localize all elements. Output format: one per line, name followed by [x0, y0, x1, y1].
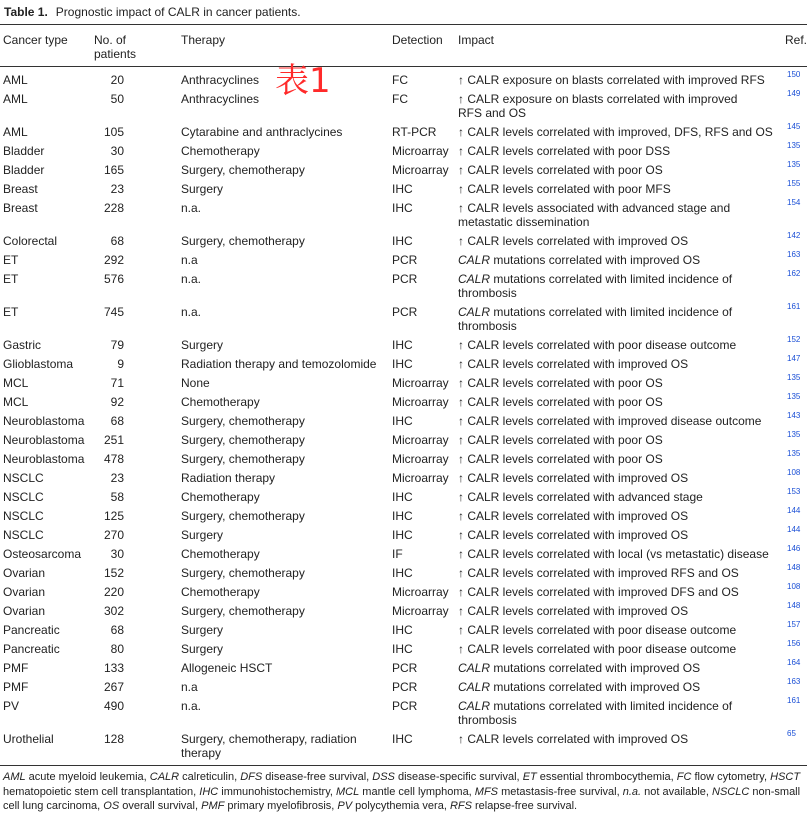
cell-impact-text: ↑ CALR levels correlated with poor DSS [458, 144, 671, 158]
cell-therapy: Chemotherapy [181, 490, 260, 504]
cell-impact-text: ↑ CALR levels correlated with improved OS [458, 509, 689, 523]
cell-cancer-type: Glioblastoma [3, 357, 74, 371]
cell-patients: 745 [103, 305, 124, 319]
cell-cancer-type: Pancreatic [3, 642, 60, 656]
cell-ref-link[interactable]: 162 [787, 269, 801, 278]
table-footnote [3, 770, 803, 814]
cell-detection: IF [392, 547, 403, 561]
cell-therapy: Surgery [181, 182, 224, 196]
footnote-abbreviation: NSCLC [712, 785, 750, 798]
cell-ref-link[interactable]: 135 [787, 449, 801, 458]
cell-cancer-type: Breast [3, 182, 38, 196]
cell-impact-text: ↑ CALR levels correlated with improved, DFS, RFS and OS [458, 125, 773, 139]
cell-therapy: Surgery [181, 642, 224, 656]
footnote-definition: primary myelofibrosis, [224, 800, 338, 812]
bottom-rule [0, 765, 807, 766]
cell-impact-line2: RFS and OS [458, 106, 527, 120]
cell-detection: IHC [392, 357, 413, 371]
cell-impact [458, 471, 688, 485]
cell-impact-text: mutations correlated with limited incidence of [490, 699, 733, 713]
cell-impact [458, 253, 700, 267]
cell-impact-text: mutations correlated with improved OS [490, 253, 701, 267]
cell-impact-text: ↑ CALR levels correlated with improved OS [458, 234, 689, 248]
cell-patients: 68 [110, 234, 124, 248]
cell-impact [458, 357, 688, 371]
cell-patients: 50 [110, 92, 124, 106]
cell-impact [458, 376, 663, 390]
cell-impact [458, 125, 773, 139]
cell-patients: 490 [103, 699, 124, 713]
cell-impact [458, 452, 663, 466]
cell-cancer-type: AML [3, 92, 28, 106]
footnote-abbreviation: DFS [240, 771, 263, 783]
cell-therapy: Radiation therapy and temozolomide [181, 357, 377, 371]
cell-ref-link[interactable]: 135 [787, 160, 801, 169]
cell-ref-link[interactable]: 146 [787, 544, 801, 553]
cell-cancer-type: Breast [3, 201, 38, 215]
cell-cancer-type: ET [3, 253, 19, 267]
cell-therapy: Chemotherapy [181, 585, 260, 599]
cell-cancer-type: NSCLC [3, 471, 44, 485]
cell-impact [458, 509, 688, 523]
footnote-abbreviation: RFS [449, 800, 472, 812]
cell-impact [458, 414, 761, 428]
cell-ref-link[interactable]: 142 [787, 231, 801, 240]
cell-cancer-type: Gastric [3, 338, 42, 352]
cell-impact-text: ↑ CALR levels correlated with improved OS [458, 471, 689, 485]
cell-impact [458, 182, 671, 196]
footnote-definition: mantle cell lymphoma, [359, 785, 475, 798]
footnote-definition: flow cytometry, [691, 771, 771, 783]
cell-detection: FC [392, 92, 408, 106]
cell-impact [458, 604, 688, 618]
cell-detection: Microarray [392, 163, 449, 177]
cell-impact-text: ↑ CALR exposure on blasts correlated with improved RFS [458, 73, 765, 87]
cell-detection: Microarray [392, 452, 449, 466]
cell-therapy: Chemotherapy [181, 547, 260, 561]
cell-therapy: Surgery, chemotherapy [181, 452, 305, 466]
cell-cancer-type: Osteosarcoma [3, 547, 82, 561]
cell-impact-line2: thrombosis [458, 286, 517, 300]
cell-impact-text: ↑ CALR levels correlated with poor OS [458, 433, 663, 447]
cell-ref-link[interactable]: 161 [787, 696, 801, 705]
cell-impact-text: ↑ CALR levels correlated with advanced stage [458, 490, 703, 504]
cell-therapy: None [181, 376, 210, 390]
cell-patients: 302 [103, 604, 124, 618]
cell-ref-link[interactable]: 153 [787, 487, 801, 496]
cell-therapy: Radiation therapy [181, 471, 276, 485]
footnote-definition: overall survival, [119, 800, 202, 812]
cell-therapy: Surgery [181, 528, 224, 542]
cell-detection: IHC [392, 201, 413, 215]
cell-therapy: n.a. [181, 699, 202, 713]
table-caption [4, 5, 301, 19]
footnote-abbreviation: OS [103, 800, 120, 812]
cell-patients: 68 [110, 623, 124, 637]
footnote-abbreviation: AML [3, 771, 26, 783]
cell-ref-link[interactable]: 108 [787, 582, 801, 591]
cell-patients: 92 [110, 395, 124, 409]
cell-patients: 165 [103, 163, 124, 177]
top-rule [0, 24, 807, 25]
footnote-definition: disease-specific survival, [394, 771, 523, 783]
cell-therapy: Surgery [181, 338, 224, 352]
cell-impact-text: mutations correlated with limited incidence of [490, 272, 733, 286]
cell-therapy: n.a. [181, 201, 202, 215]
footnote-abbreviation: PMF [201, 800, 225, 812]
footnote-abbreviation: FC [676, 771, 692, 783]
header-impact: Impact [458, 33, 495, 47]
cell-patients: 20 [110, 73, 124, 87]
cell-impact [458, 623, 736, 637]
cell-patients: 220 [103, 585, 124, 599]
cell-impact-text: ↑ CALR levels correlated with poor OS [458, 452, 663, 466]
cell-cancer-type: ET [3, 305, 19, 319]
cell-therapy: Anthracyclines [181, 92, 260, 106]
cell-therapy: n.a [181, 680, 198, 694]
cell-impact-text: ↑ CALR levels correlated with improved DFS and OS [458, 585, 739, 599]
footnote-definition: relapse-free survival. [471, 800, 578, 812]
cell-patients: 58 [110, 490, 124, 504]
cell-patients: 80 [110, 642, 124, 656]
cell-detection: IHC [392, 234, 413, 248]
cell-ref-link[interactable]: 135 [787, 392, 801, 401]
cell-impact-text: mutations correlated with improved OS [490, 680, 701, 694]
cell-cancer-type: MCL [3, 395, 29, 409]
cell-impact [458, 699, 732, 713]
cell-ref-link[interactable]: 147 [787, 354, 801, 363]
cell-therapy: n.a [181, 253, 198, 267]
cell-detection: Microarray [392, 144, 449, 158]
cell-detection: PCR [392, 253, 418, 267]
cell-impact-text: ↑ CALR levels correlated with poor OS [458, 376, 663, 390]
footnote-abbreviation: MCL [336, 785, 360, 798]
cell-ref-link[interactable]: 163 [787, 250, 801, 259]
cell-cancer-type: AML [3, 73, 28, 87]
cell-ref-link[interactable]: 65 [787, 729, 796, 738]
cell-detection: PCR [392, 680, 418, 694]
cell-impact [458, 338, 736, 352]
cell-cancer-type: Ovarian [3, 604, 46, 618]
cell-detection: PCR [392, 305, 418, 319]
cell-cancer-type: PMF [3, 661, 29, 675]
cell-detection: Microarray [392, 471, 449, 485]
cell-detection: PCR [392, 699, 418, 713]
cell-detection: Microarray [392, 604, 449, 618]
cell-ref-link[interactable]: 135 [787, 373, 801, 382]
cell-therapy: Surgery, chemotherapy, radiation [181, 732, 357, 746]
header-detection: Detection [392, 33, 443, 47]
cell-ref-link[interactable]: 163 [787, 677, 801, 686]
cell-therapy: Surgery, chemotherapy [181, 414, 305, 428]
cell-ref-link[interactable]: 154 [787, 198, 801, 207]
cell-patients: 228 [103, 201, 124, 215]
cell-impact-text: ↑ CALR levels correlated with improved OS [458, 357, 689, 371]
cell-impact-text: ↑ CALR levels correlated with poor MFS [458, 182, 671, 196]
cell-impact [458, 732, 688, 746]
cell-cancer-type: ET [3, 272, 19, 286]
cell-therapy: n.a. [181, 272, 202, 286]
cell-ref-link[interactable]: 144 [787, 525, 801, 534]
cell-ref-link[interactable]: 150 [787, 70, 801, 79]
footnote-abbreviation: MFS [474, 785, 499, 798]
cell-patients: 105 [103, 125, 124, 139]
header-cancer-type: Cancer type [3, 33, 68, 47]
cell-impact-gene: CALR [458, 253, 491, 267]
cell-detection: IHC [392, 414, 413, 428]
cell-impact-gene: CALR [458, 699, 491, 713]
footnote-abbreviation: IHC [199, 785, 219, 798]
cell-patients: 267 [103, 680, 124, 694]
cell-impact-line2: thrombosis [458, 713, 517, 727]
header-number-line2: patients [94, 47, 137, 61]
cell-patients: 23 [110, 182, 124, 196]
footnote-definition: not available, [641, 785, 713, 798]
cell-detection: IHC [392, 528, 413, 542]
cell-impact-gene: CALR [458, 272, 491, 286]
cell-impact [458, 395, 663, 409]
footnote-abbreviation: HSCT [770, 771, 801, 783]
footnote-definition: calreticulin, [179, 771, 241, 783]
cell-therapy: Allogeneic HSCT [181, 661, 273, 675]
footnote-definition: essential thrombocythemia, [536, 771, 677, 783]
cell-detection: IHC [392, 642, 413, 656]
cell-cancer-type: NSCLC [3, 509, 44, 523]
cell-therapy: Chemotherapy [181, 395, 260, 409]
cell-impact [458, 73, 765, 87]
cell-ref-link[interactable]: 135 [787, 141, 801, 150]
cell-cancer-type: Ovarian [3, 585, 46, 599]
cell-cancer-type: Urothelial [3, 732, 54, 746]
cell-cancer-type: NSCLC [3, 528, 44, 542]
cell-patients: 30 [110, 144, 124, 158]
cell-impact-text: ↑ CALR levels correlated with poor OS [458, 395, 663, 409]
cell-therapy: Surgery, chemotherapy [181, 509, 305, 523]
cell-ref-link[interactable]: 148 [787, 563, 801, 572]
cell-impact [458, 433, 663, 447]
cell-patients: 125 [103, 509, 124, 523]
cell-patients: 133 [103, 661, 124, 675]
cell-impact [458, 642, 736, 656]
header-rule [0, 66, 807, 67]
cell-therapy: Surgery, chemotherapy [181, 433, 305, 447]
cell-patients: 9 [117, 357, 124, 371]
cell-detection: FC [392, 73, 408, 87]
cell-impact-gene: CALR [458, 661, 491, 675]
cell-therapy: Surgery [181, 623, 224, 637]
cell-detection: Microarray [392, 433, 449, 447]
cell-impact-text: mutations correlated with limited incidence of [490, 305, 733, 319]
cell-cancer-type: AML [3, 125, 28, 139]
cell-impact-text: ↑ CALR levels correlated with poor disease outcome [458, 642, 737, 656]
header-ref: Ref. [785, 33, 807, 47]
cell-cancer-type: NSCLC [3, 490, 44, 504]
cell-patients: 270 [103, 528, 124, 542]
cell-therapy: Cytarabine and anthraclycines [181, 125, 343, 139]
cell-ref-link[interactable]: 155 [787, 179, 801, 188]
footnote-definition: immunohistochemistry, [218, 785, 337, 798]
header-therapy: Therapy [181, 33, 226, 47]
cell-cancer-type: Bladder [3, 144, 45, 158]
cell-ref-link[interactable]: 156 [787, 639, 801, 648]
cell-impact-text: ↑ CALR levels correlated with poor disease outcome [458, 623, 737, 637]
cell-cancer-type: Bladder [3, 163, 45, 177]
cell-impact [458, 680, 700, 694]
cell-ref-link[interactable]: 161 [787, 302, 801, 311]
cell-ref-link[interactable]: 152 [787, 335, 801, 344]
footnote-abbreviation: PV [337, 800, 353, 812]
cell-impact [458, 490, 703, 504]
cell-cancer-type: Neuroblastoma [3, 452, 85, 466]
cell-therapy-line2: therapy [181, 746, 222, 760]
cell-impact-text: ↑ CALR exposure on blasts correlated with improved [458, 92, 738, 106]
cell-impact-text: mutations correlated with improved OS [490, 661, 701, 675]
cell-impact-line2: metastatic dissemination [458, 215, 590, 229]
cell-patients: 576 [103, 272, 124, 286]
cell-impact [458, 144, 670, 158]
cell-ref-link[interactable]: 144 [787, 506, 801, 515]
cell-impact [458, 528, 688, 542]
cell-therapy: Surgery, chemotherapy [181, 234, 305, 248]
footnote-definition: non-small cell lung carcinoma, [3, 785, 801, 812]
cell-therapy: Surgery, chemotherapy [181, 566, 305, 580]
cell-impact-gene: CALR [458, 305, 491, 319]
cell-impact-text: ↑ CALR levels correlated with improved OS [458, 528, 689, 542]
cell-patients: 79 [110, 338, 124, 352]
cell-detection: RT-PCR [392, 125, 437, 139]
footnote-definition: polycythemia vera, [352, 800, 450, 812]
cell-ref-link[interactable]: 143 [787, 411, 801, 420]
cell-detection: IHC [392, 566, 413, 580]
cell-cancer-type: Neuroblastoma [3, 414, 85, 428]
cell-impact [458, 585, 739, 599]
cell-ref-link[interactable]: 135 [787, 430, 801, 439]
cell-patients: 292 [103, 253, 124, 267]
cell-ref-link[interactable]: 149 [787, 89, 801, 98]
cell-detection: Microarray [392, 376, 449, 390]
cell-detection: Microarray [392, 395, 449, 409]
cell-detection: IHC [392, 182, 413, 196]
cell-detection: PCR [392, 272, 418, 286]
footnote-abbreviation: ET [522, 771, 537, 783]
cell-cancer-type: Neuroblastoma [3, 433, 85, 447]
cell-patients: 30 [110, 547, 124, 561]
footnote-abbreviation: n.a. [622, 785, 642, 798]
cell-therapy: Chemotherapy [181, 144, 260, 158]
footnote-definition: metastasis-free survival, [498, 785, 623, 798]
cell-cancer-type: Colorectal [3, 234, 58, 248]
cell-detection: Microarray [392, 585, 449, 599]
cell-detection: PCR [392, 661, 418, 675]
cell-impact-text: ↑ CALR levels correlated with local (vs metastatic) disease [458, 547, 769, 561]
cell-impact [458, 92, 737, 106]
cell-impact-text: ↑ CALR levels associated with advanced stage and [458, 201, 731, 215]
cell-detection: IHC [392, 509, 413, 523]
cell-therapy: Surgery, chemotherapy [181, 163, 305, 177]
cell-impact-text: ↑ CALR levels correlated with improved OS [458, 732, 689, 746]
cell-detection: IHC [392, 338, 413, 352]
table-label: Table 1. [4, 5, 48, 19]
header-number-line1: No. of [94, 33, 127, 47]
cell-cancer-type: MCL [3, 376, 29, 390]
cell-cancer-type: Pancreatic [3, 623, 60, 637]
cell-ref-link[interactable]: 157 [787, 620, 801, 629]
footnote-definition: acute myeloid leukemia, [25, 771, 150, 783]
cell-patients: 68 [110, 414, 124, 428]
cell-impact-gene: CALR [458, 680, 491, 694]
cell-patients: 23 [110, 471, 124, 485]
cell-impact [458, 305, 732, 319]
header-number-of-patients [94, 33, 136, 61]
cell-impact [458, 566, 739, 580]
cell-ref-link[interactable]: 145 [787, 122, 801, 131]
cell-detection: IHC [392, 732, 413, 746]
cell-impact [458, 272, 732, 286]
table-title: Prognostic impact of CALR in cancer patients. [55, 5, 301, 19]
cell-impact [458, 661, 700, 675]
cell-impact-text: ↑ CALR levels correlated with poor OS [458, 163, 663, 177]
cell-impact-text: ↑ CALR levels correlated with improved RFS and OS [458, 566, 739, 580]
cell-impact [458, 201, 730, 215]
footnote-definition: hematopoietic stem cell transplantation, [3, 785, 200, 798]
cell-patients: 71 [110, 376, 124, 390]
footnote-definition: disease-free survival, [262, 771, 373, 783]
cell-ref-link[interactable]: 108 [787, 468, 801, 477]
cell-impact [458, 234, 688, 248]
cell-patients: 251 [103, 433, 124, 447]
cell-ref-link[interactable]: 164 [787, 658, 801, 667]
cell-detection: IHC [392, 490, 413, 504]
cell-patients: 128 [103, 732, 124, 746]
cell-impact-text: ↑ CALR levels correlated with poor disease outcome [458, 338, 737, 352]
footnote-abbreviation: DSS [372, 771, 395, 783]
cell-patients: 478 [103, 452, 124, 466]
cell-ref-link[interactable]: 148 [787, 601, 801, 610]
cell-cancer-type: PV [3, 699, 20, 713]
cell-therapy: Anthracyclines [181, 73, 260, 87]
cell-therapy: Surgery, chemotherapy [181, 604, 305, 618]
cell-impact-text: ↑ CALR levels correlated with improved OS [458, 604, 689, 618]
cell-patients: 152 [103, 566, 124, 580]
footnote-abbreviation: CALR [149, 771, 180, 783]
cell-cancer-type: PMF [3, 680, 29, 694]
cell-impact-line2: thrombosis [458, 319, 517, 333]
overlay-stamp: 表1 [275, 61, 331, 101]
cell-impact [458, 547, 769, 561]
cell-detection: IHC [392, 623, 413, 637]
cell-therapy: n.a. [181, 305, 202, 319]
cell-impact-text: ↑ CALR levels correlated with improved disease outcome [458, 414, 762, 428]
cell-cancer-type: Ovarian [3, 566, 46, 580]
cell-impact [458, 163, 663, 177]
